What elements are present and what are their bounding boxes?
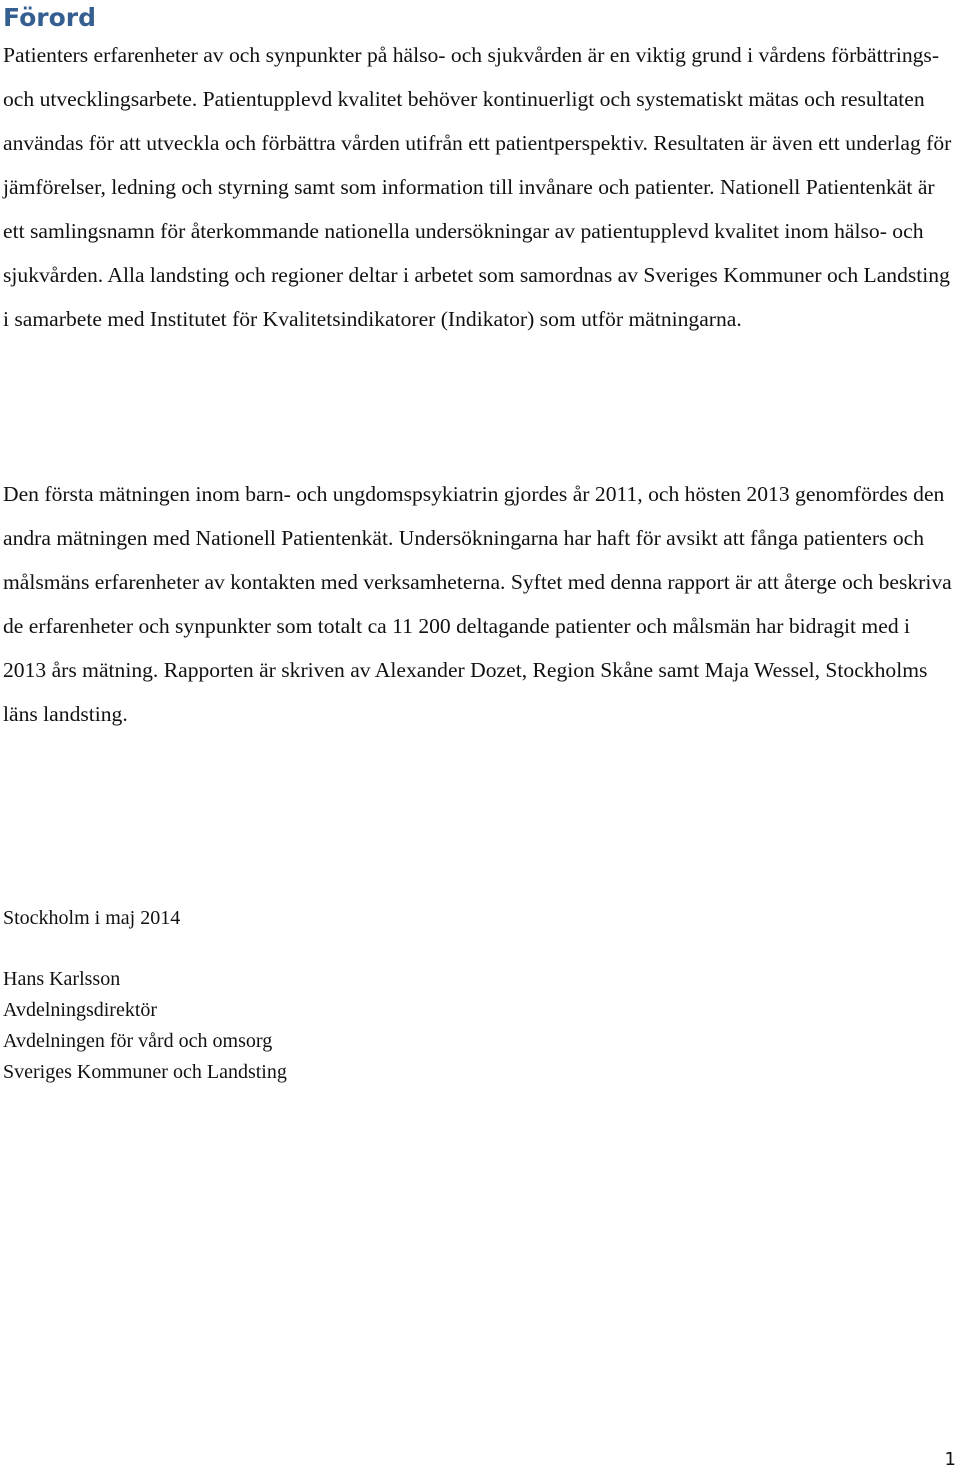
signature-block — [3, 964, 287, 1088]
signatory-title: Avdelningsdirektör — [3, 999, 158, 1021]
signatory-organization: Sveriges Kommuner och Landsting — [3, 1061, 287, 1083]
body-paragraph-2: Den första mätningen inom barn- och ungdomspsykiatrin gjordes år 2011, och hösten 2013 genomfördes den andra mätningen med Nationell Patientenkät. Undersökningarna har haft för avsikt att fånga patienters och målsmäns erfarenheter av kontakten med verksamheterna. Syftet med denna rapport är att återge och beskriva de erfarenheter och synpunkter som totalt ca 11 200 deltagande patienter och målsmän har bidragit med i 2013 års mätning. Rapporten är skriven av Alexander Dozet, Region Skåne samt Maja Wessel, Stockholms läns landsting. — [3, 482, 952, 726]
signatory-name: Hans Karlsson — [3, 968, 121, 990]
place-date-line: Stockholm i maj 2014 — [3, 907, 181, 929]
page-number: 1 — [944, 1449, 956, 1470]
page-title: Förord — [3, 3, 96, 32]
body-paragraph-1: Patienters erfarenheter av och synpunkter på hälso- och sjukvården är en viktig grund i vårdens förbättrings- och utvecklingsarbete. Patientupplevd kvalitet behöver kontinuerligt och systematiskt mätas och resultaten användas för att utveckla och förbättra vården utifrån ett patientperspektiv. Resultaten är även ett underlag för jämförelser, ledning och styrning samt som information till invånare och patienter. Nationell Patientenkät är ett samlingsnamn för återkommande nationella undersökningar av patientupplevd kvalitet inom hälso- och sjukvården. Alla landsting och regioner deltar i arbetet som samordnas av Sveriges Kommuner och Landsting i samarbete med Institutet för Kvalitetsindikatorer (Indikator) som utför mätningarna. — [3, 43, 952, 331]
signatory-department: Avdelningen för vård och omsorg — [3, 1030, 273, 1052]
